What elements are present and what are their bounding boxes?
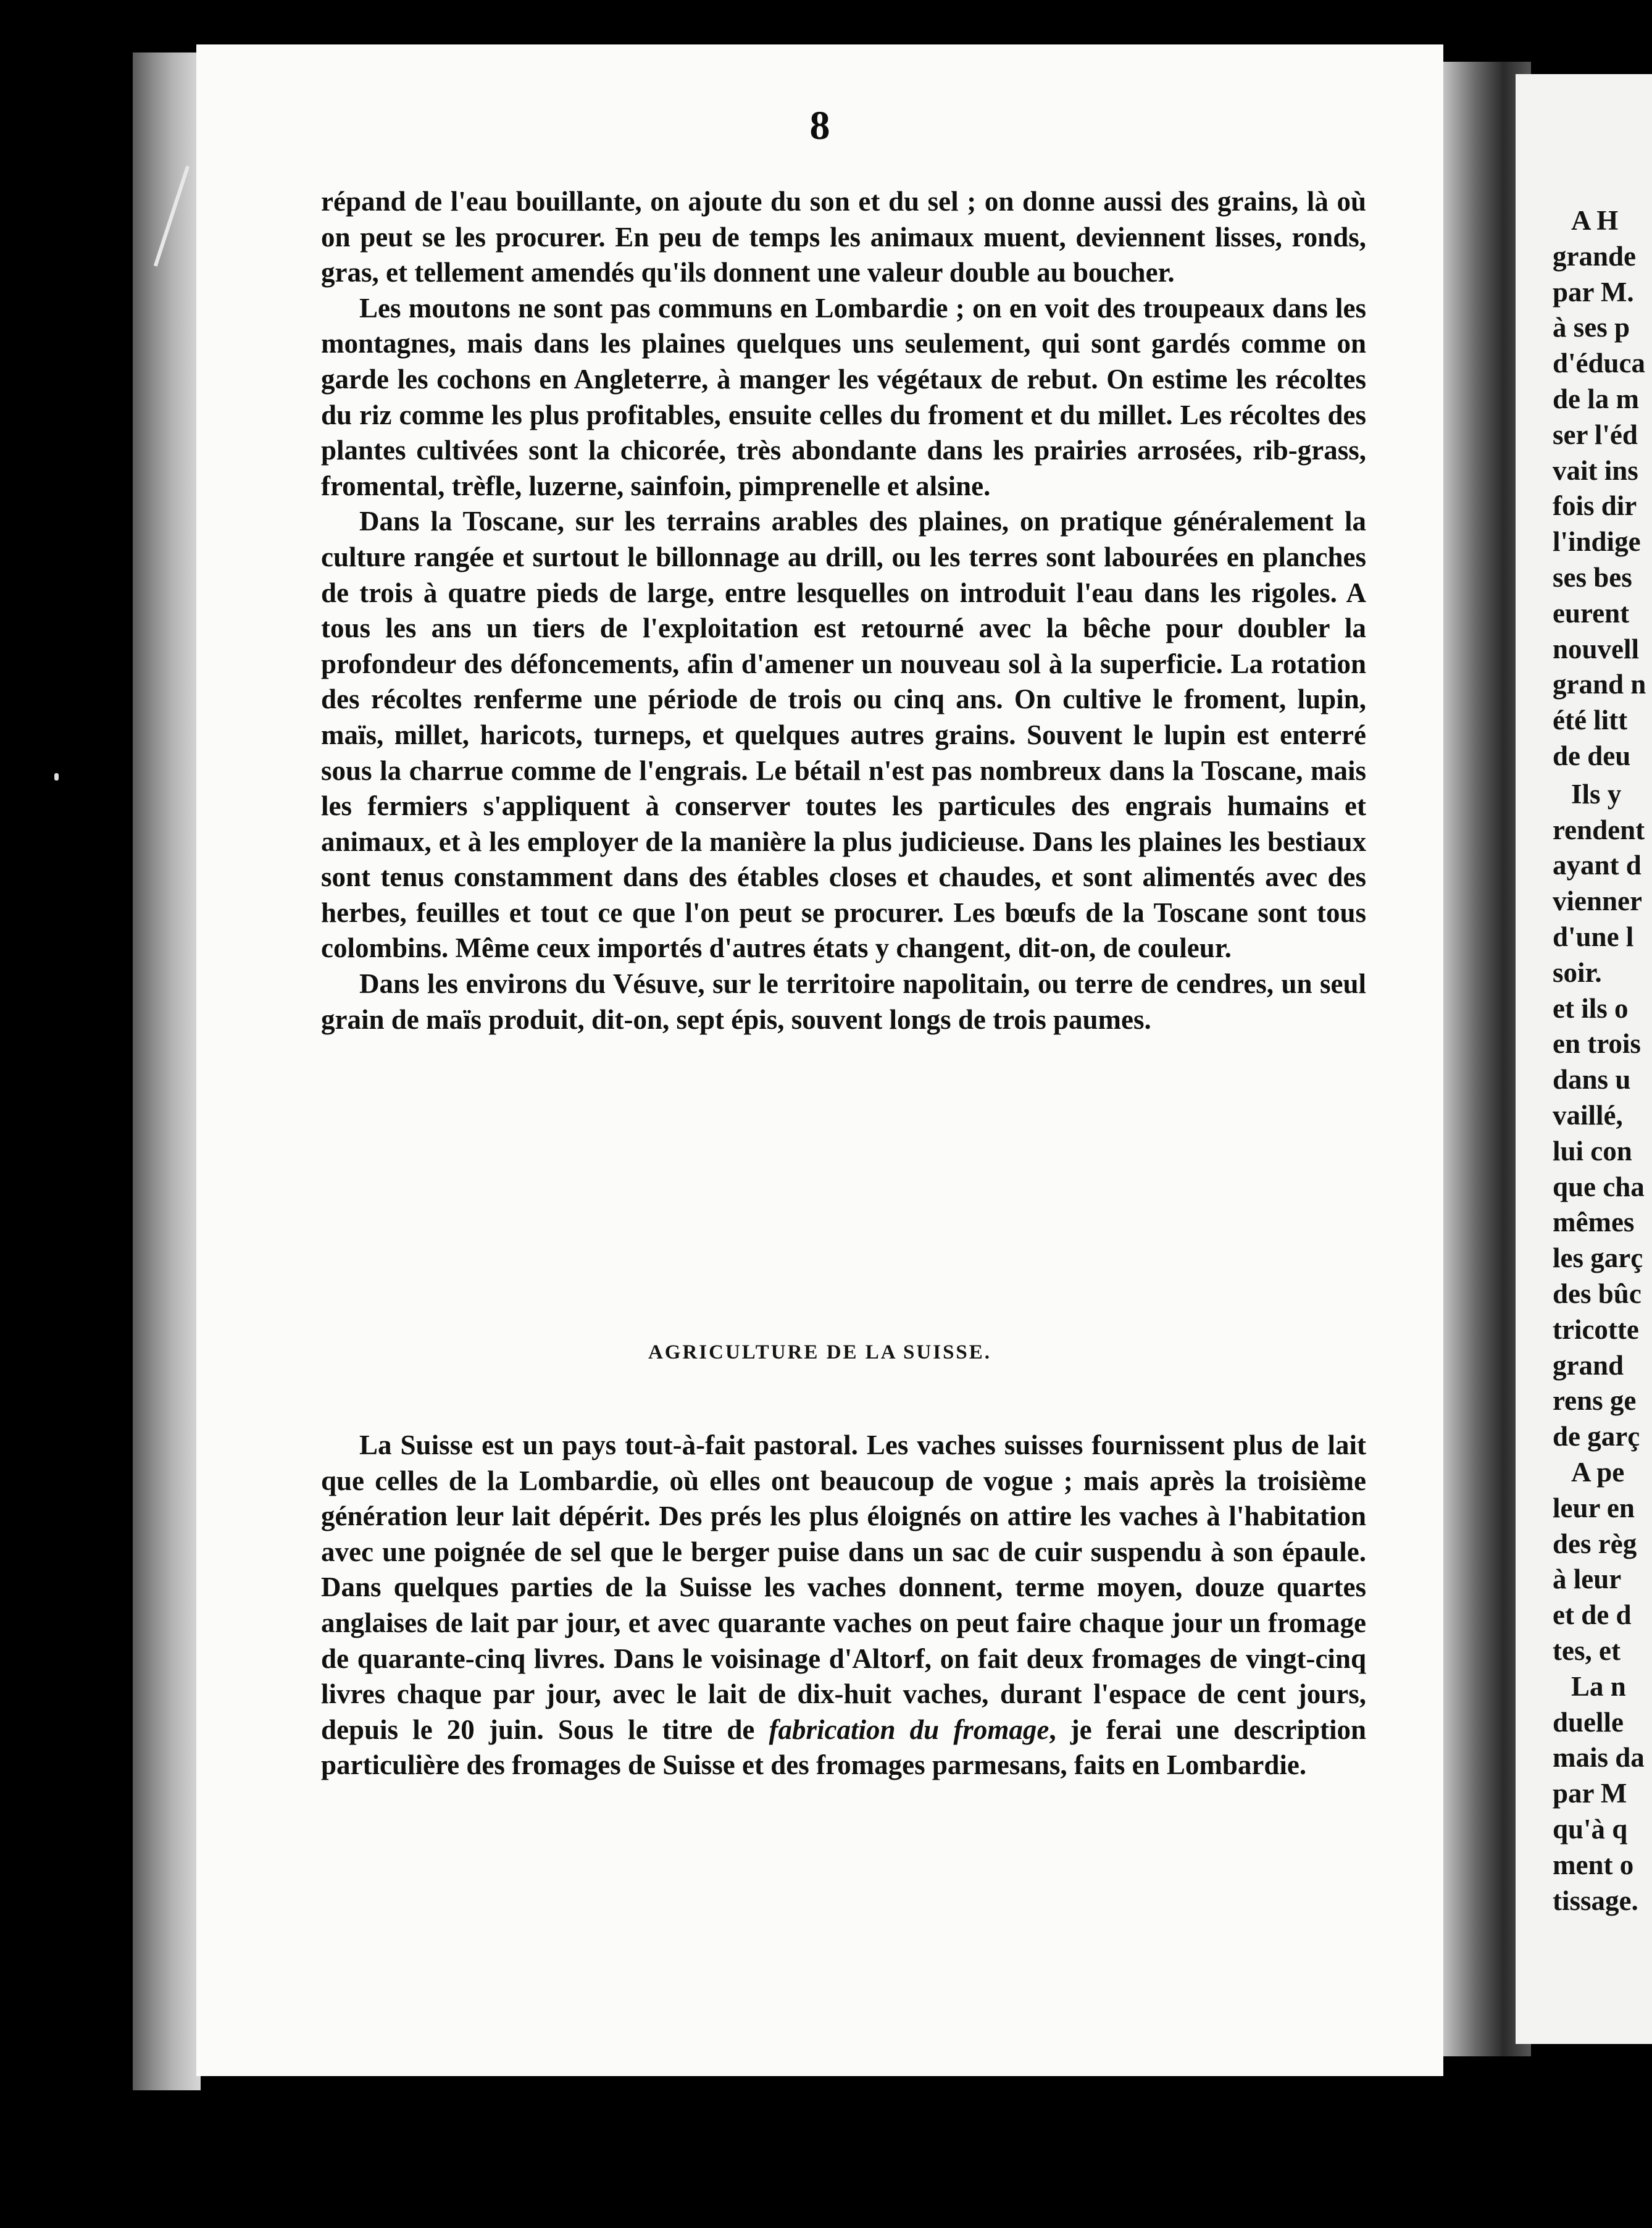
book-page: [196, 44, 1443, 2076]
facing-page-line: des règ: [1553, 1528, 1637, 1559]
facing-page-line: en trois: [1553, 1028, 1641, 1060]
facing-page-line: soir.: [1553, 957, 1602, 988]
paragraph-2: Les moutons ne sont pas communs en Lombardie ; on en voit des troupeaux dans les montagnes, mais dans les plaines quelques uns seulement, qui sont gardés comme on garde les cochons en Angleterre, à manger les végétaux de rebut. On estime les récoltes du riz comme les plus profitables, ensuite celles du froment et du millet. Les récoltes des plantes cultivées sont la chicorée, très abondante dans les prairies arrosées, rib-grass, fromental, trèfle, luzerne, sainfoin, pimprenelle et alsine.: [321, 292, 1366, 501]
facing-page-line: tissage.: [1553, 1885, 1638, 1916]
facing-page-line: de la m: [1553, 383, 1639, 414]
facing-page-line: et ils o: [1553, 992, 1629, 1024]
facing-page-line: tes, et: [1553, 1635, 1621, 1666]
facing-page-line: que cha: [1553, 1171, 1645, 1202]
facing-page-line: des bûc: [1553, 1278, 1642, 1309]
facing-page-line: ayant d: [1553, 850, 1642, 881]
facing-page-line: l'indige: [1553, 526, 1641, 558]
facing-page-line: de garç: [1553, 1421, 1640, 1452]
section-paragraph-1-end: , je ferai une description particulière des fromages de Suisse et des fromages parmesans, faits en Lombardie.: [321, 1714, 1367, 1781]
facing-page-line: nouvell: [1553, 633, 1640, 664]
facing-page-line: et de d: [1553, 1599, 1632, 1631]
facing-page-line: lui con: [1553, 1135, 1632, 1166]
facing-page-line: rendent: [1553, 814, 1645, 845]
speck-mark: [54, 773, 59, 781]
facing-page-line: La n: [1571, 1670, 1626, 1702]
facing-page-line: d'une l: [1553, 921, 1634, 952]
facing-page-line: ser l'éd: [1553, 419, 1638, 450]
paragraph-3: Dans la Toscane, sur les terrains arables des plaines, on pratique généralement la culture rangée et surtout le billonnage au drill, ou les terres sont labourées en planches de trois à quatre pieds de large, entre lesquelles on introduit l'eau dans les rigoles. A tous les ans un tiers de l'exploitation est retourné avec la bêche pour doubler la profondeur des défoncements, afin d'amener un nouveau sol à la superficie. La rotation des récoltes renferme une période de trois ou cinq ans. On cultive le froment, lupin, maïs, millet, haricots, turneps, et quelques autres grains. Souvent le lupin est enterré sous la charrue comme de l'engrais. Le bétail n'est pas nombreux dans la Toscane, mais les fermiers s'appliquent à conserver toutes les particules des engrais humains et animaux, et à les employer de la manière la plus judicieuse. Dans les plaines les bestiaux sont tenus constamment dans des étables closes et chaudes, et sont alimentés avec des herbes, feuilles et tout ce que l'on peut se procurer. Les bœufs de la Toscane sont tous colombins. Même ceux importés d'autres états y changent, dit-on, de couleur.: [321, 506, 1366, 964]
facing-page: [1516, 74, 1652, 2044]
facing-page-line: fois dir: [1553, 490, 1637, 522]
facing-page-line: par M: [1553, 1778, 1627, 1809]
facing-page-line: vienner: [1553, 886, 1642, 917]
spine-highlight: [154, 165, 190, 267]
facing-page-line: les garç: [1553, 1242, 1643, 1274]
facing-page-line: A H: [1571, 205, 1619, 236]
page-number: 8: [809, 103, 830, 148]
facing-page-line: de deu: [1553, 740, 1631, 771]
paragraph-4: Dans les environs du Vésuve, sur le territoire napolitain, ou terre de cendres, un seul grain de maïs produit, dit-on, sept épis, souvent longs de trois paumes.: [321, 968, 1366, 1035]
facing-page-line: Ils y: [1571, 778, 1622, 810]
facing-page-line: vaillé,: [1553, 1100, 1623, 1131]
facing-page-line: eurent: [1553, 597, 1630, 629]
facing-page-line: à ses p: [1553, 312, 1630, 343]
section-paragraph-1: [321, 1428, 1366, 1783]
facing-page-line: grande: [1553, 240, 1636, 272]
facing-page-line: grand n: [1553, 669, 1646, 700]
facing-page-line: tricotte: [1553, 1313, 1639, 1345]
facing-page-line: dans u: [1553, 1064, 1631, 1095]
italic-title: fabrication du fromage: [769, 1714, 1049, 1745]
section-text: [321, 1428, 1366, 1783]
facing-page-line: duelle: [1553, 1706, 1624, 1738]
facing-page-line: rens ge: [1553, 1385, 1637, 1417]
facing-page-line: été litt: [1553, 705, 1628, 736]
book-spine: [133, 52, 201, 2090]
facing-page-line: à leur: [1553, 1564, 1622, 1595]
facing-page-line: leur en: [1553, 1492, 1635, 1523]
facing-page-line: mais da: [1553, 1742, 1645, 1774]
facing-page-line: qu'à q: [1553, 1814, 1628, 1845]
facing-page-line: grand: [1553, 1349, 1624, 1381]
facing-page-line: d'éduca: [1553, 348, 1646, 379]
body-text: [321, 184, 1366, 1037]
section-paragraph-1-start: La Suisse est un pays tout-à-fait pastoral. Les vaches suisses fournissent plus de lait que celles de la Lombardie, où elles ont beaucoup de vogue ; mais après la troisième génération leur lait dépérit. Des prés les plus éloignés on attire les vaches à l'habitation avec une poignée de sel que le berger puise dans un sac de cuir suspendu à son épaule. Dans quelques parties de la Suisse les vaches donnent, terme moyen, douze quartes anglaises de lait par jour, et avec quarante vaches on peut faire chaque jour un fromage de quarante-cinq livres. Dans le voisinage d'Altorf, on fait deux fromages de vingt-cinq livres chaque par jour, avec le lait de dix-huit vaches, durant l'espace de cent jours, depuis le 20 juin. Sous le titre de: [321, 1430, 1366, 1745]
facing-page-line: ses bes: [1553, 562, 1632, 593]
facing-page-line: vait ins: [1553, 454, 1638, 486]
facing-page-line: par M.: [1553, 276, 1634, 308]
paragraph-1: répand de l'eau bouillante, on ajoute du son et du sel ; on donne aussi des grains, là où on peut se les procurer. En peu de temps les animaux muent, deviennent lisses, ronds, gras, et tellement amendés qu'ils donnent une valeur double au boucher.: [321, 186, 1366, 288]
facing-page-line: A pe: [1571, 1457, 1625, 1488]
facing-page-line: mêmes: [1553, 1207, 1635, 1238]
section-heading: AGRICULTURE DE LA SUISSE.: [648, 1341, 992, 1363]
facing-page-line: ment o: [1553, 1849, 1634, 1880]
